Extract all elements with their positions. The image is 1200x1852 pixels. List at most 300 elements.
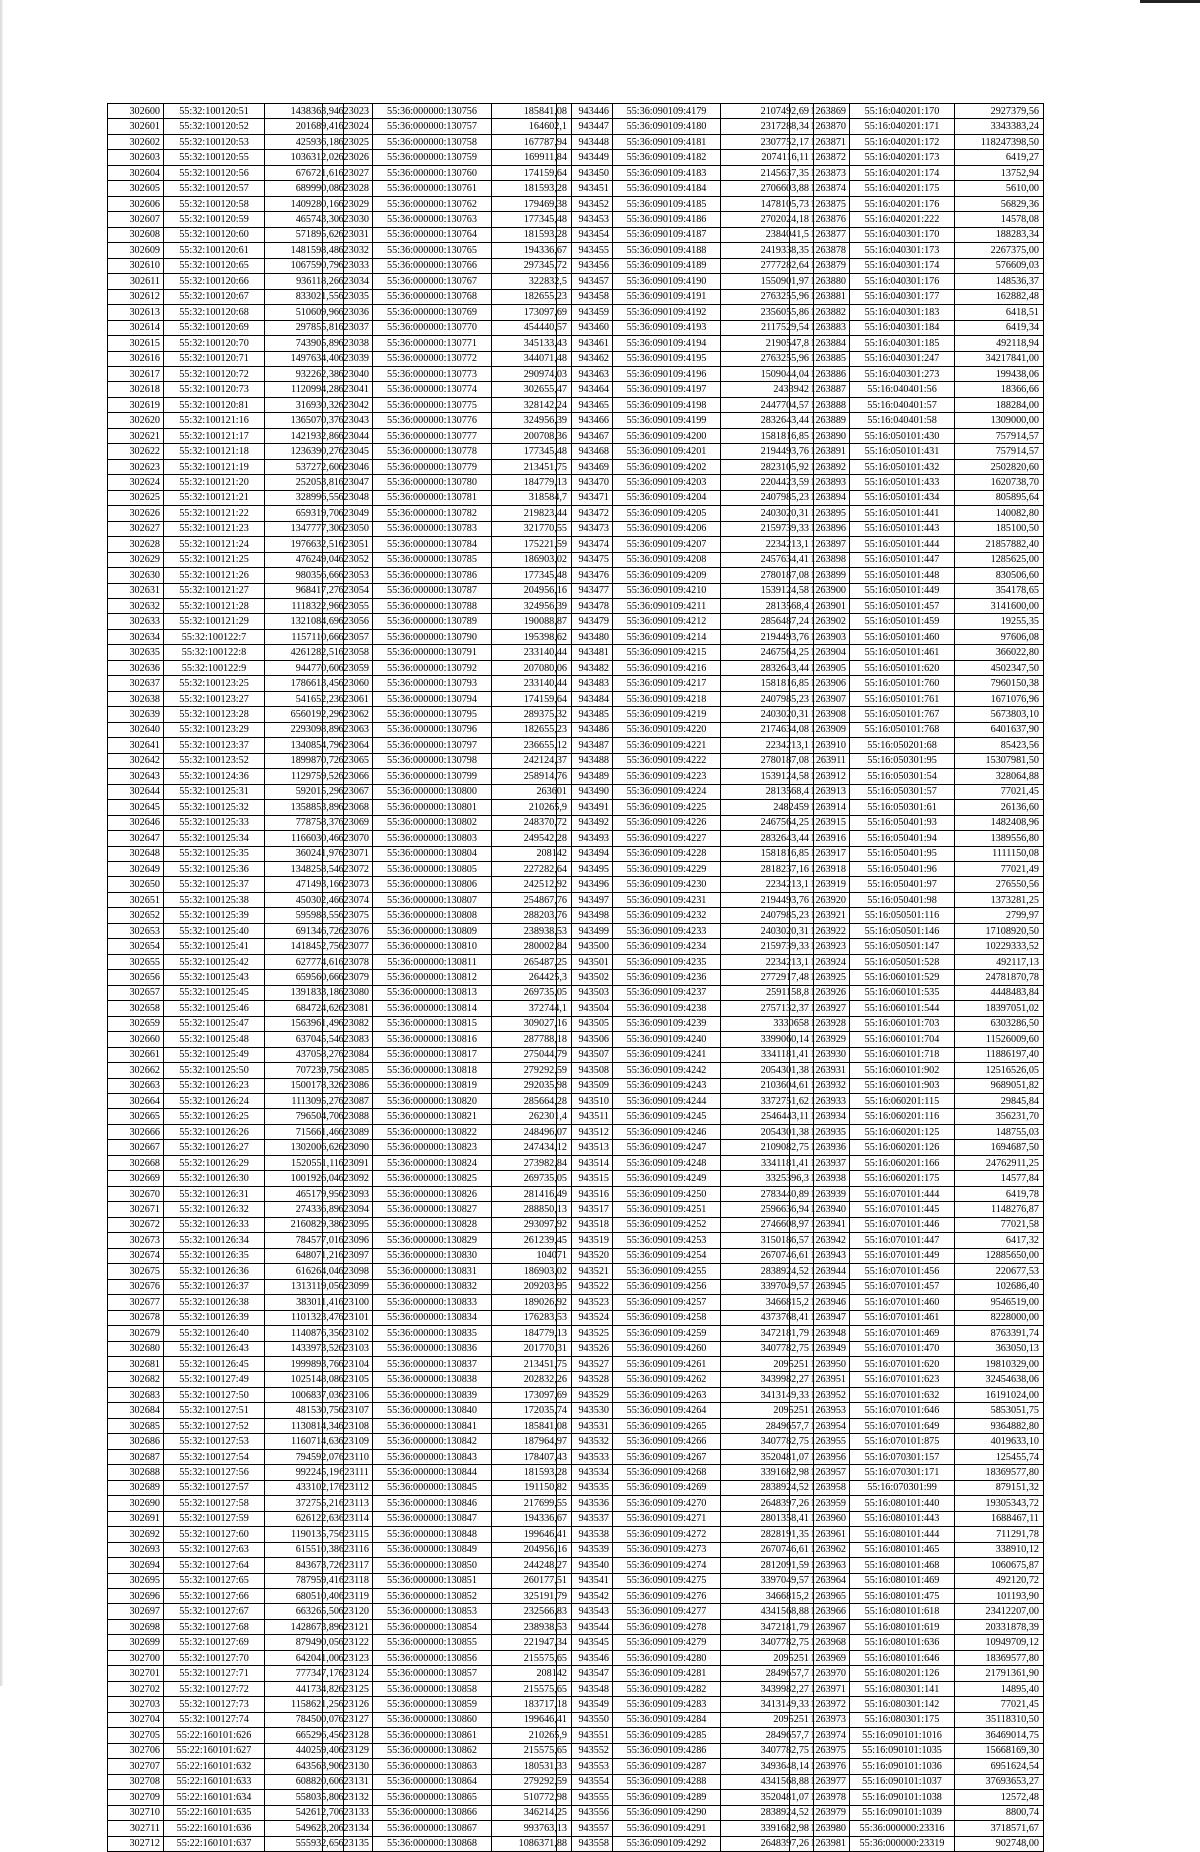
- cadastral-number-cell: 55:16:060201:166: [850, 1155, 955, 1170]
- table-row: [790, 428, 1044, 443]
- row-number-cell: 943490: [557, 784, 613, 799]
- row-number-cell: 943507: [557, 1047, 613, 1062]
- table-row: [108, 537, 344, 552]
- row-number-cell: 623035: [323, 289, 373, 304]
- cadastral-value-cell: 476249,04: [265, 552, 344, 567]
- cadastral-value-cell: 191150,82: [492, 1480, 572, 1495]
- cadastral-number-cell: 55:36:090109:4202: [613, 459, 721, 474]
- cadastral-number-cell: 55:36:090109:4264: [613, 1403, 721, 1418]
- table-row: [557, 568, 814, 583]
- row-number-cell: 302644: [108, 784, 164, 799]
- cadastral-value-cell: 471493,16: [265, 877, 344, 892]
- cadastral-value-cell: 787959,41: [265, 1573, 344, 1588]
- cadastral-number-cell: 55:16:060201:126: [850, 1140, 955, 1155]
- row-number-cell: 943450: [557, 165, 613, 180]
- table-row: [108, 227, 344, 242]
- cadastral-number-cell: 55:32:100120:53: [164, 134, 265, 149]
- cadastral-number-cell: 55:16:050101:761: [850, 691, 955, 706]
- cadastral-value-cell: 10949709,12: [955, 1635, 1044, 1650]
- cadastral-value-cell: 1478105,73: [721, 196, 814, 211]
- row-number-cell: 1263876: [790, 212, 850, 227]
- cadastral-value-cell: 3520481,07: [721, 1449, 814, 1464]
- cadastral-number-cell: 55:16:050101:460: [850, 629, 955, 644]
- table-row: [790, 320, 1044, 335]
- row-number-cell: 623127: [323, 1712, 373, 1727]
- cadastral-number-cell: 55:36:000000:130801: [373, 800, 492, 815]
- cadastral-value-cell: 316930,32: [265, 397, 344, 412]
- cadastral-number-cell: 55:36:090109:4228: [613, 846, 721, 861]
- row-number-cell: 943447: [557, 119, 613, 134]
- row-number-cell: 302620: [108, 413, 164, 428]
- table-row: [323, 366, 572, 381]
- cadastral-number-cell: 55:36:090109:4196: [613, 366, 721, 381]
- row-number-cell: 943485: [557, 707, 613, 722]
- cadastral-value-cell: 1006837,03: [265, 1387, 344, 1402]
- row-number-cell: 943530: [557, 1403, 613, 1418]
- cadastral-number-cell: 55:36:000000:130851: [373, 1573, 492, 1588]
- row-number-cell: 943537: [557, 1511, 613, 1526]
- row-number-cell: 943555: [557, 1790, 613, 1805]
- cadastral-number-cell: 55:32:100125:43: [164, 970, 265, 985]
- cadastral-value-cell: 254867,76: [492, 892, 572, 907]
- table-row: [557, 1078, 814, 1093]
- cadastral-number-cell: 55:16:040301:173: [850, 243, 955, 258]
- cadastral-number-cell: 55:32:100121:24: [164, 537, 265, 552]
- table-row: [790, 815, 1044, 830]
- table-row: [323, 1465, 572, 1480]
- table-row: [790, 258, 1044, 273]
- cadastral-value-cell: 15668169,30: [955, 1743, 1044, 1758]
- cadastral-value-cell: 1482408,96: [955, 815, 1044, 830]
- cadastral-number-cell: 55:36:090109:4286: [613, 1743, 721, 1758]
- cadastral-value-cell: 3150186,57: [721, 1233, 814, 1248]
- cadastral-number-cell: 55:16:050301:57: [850, 784, 955, 799]
- table-row: [323, 382, 572, 397]
- row-number-cell: 623038: [323, 336, 373, 351]
- row-number-cell: 943491: [557, 800, 613, 815]
- cadastral-value-cell: 21857882,40: [955, 537, 1044, 552]
- table-row: [790, 1743, 1044, 1758]
- table-row: [790, 784, 1044, 799]
- row-number-cell: 623036: [323, 305, 373, 320]
- cadastral-value-cell: 2832643,44: [721, 413, 814, 428]
- table-row: [790, 289, 1044, 304]
- row-number-cell: 623077: [323, 939, 373, 954]
- cadastral-value-cell: 208142: [492, 846, 572, 861]
- cadastral-value-cell: 1899870,72: [265, 753, 344, 768]
- cadastral-value-cell: 11886197,40: [955, 1047, 1044, 1062]
- table-row: [108, 676, 344, 691]
- cadastral-number-cell: 55:16:070101:875: [850, 1434, 955, 1449]
- row-number-cell: 1263918: [790, 861, 850, 876]
- table-row: [108, 1310, 344, 1325]
- row-number-cell: 623059: [323, 660, 373, 675]
- row-number-cell: 302663: [108, 1078, 164, 1093]
- row-number-cell: 943494: [557, 846, 613, 861]
- table-row: [323, 274, 572, 289]
- row-number-cell: 943528: [557, 1372, 613, 1387]
- row-number-cell: 623119: [323, 1589, 373, 1604]
- table-row: [323, 1681, 572, 1696]
- table-row: [557, 1264, 814, 1279]
- row-number-cell: 623040: [323, 366, 373, 381]
- cadastral-value-cell: 2403020,31: [721, 923, 814, 938]
- cadastral-value-cell: 1236390,27: [265, 444, 344, 459]
- cadastral-number-cell: 55:16:040201:175: [850, 181, 955, 196]
- table-row: [557, 1310, 814, 1325]
- table-row: [108, 800, 344, 815]
- row-number-cell: 623055: [323, 599, 373, 614]
- cadastral-number-cell: 55:16:070101:649: [850, 1418, 955, 1433]
- cadastral-value-cell: 1418452,75: [265, 939, 344, 954]
- cadastral-value-cell: 1786613,45: [265, 676, 344, 691]
- table-row: [790, 1558, 1044, 1573]
- table-row: [557, 1372, 814, 1387]
- table-row: [323, 1016, 572, 1031]
- cadastral-value-cell: 199646,41: [492, 1527, 572, 1542]
- cadastral-number-cell: 55:36:090109:4218: [613, 691, 721, 706]
- table-row: [108, 1186, 344, 1201]
- cadastral-number-cell: 55:36:090109:4197: [613, 382, 721, 397]
- row-number-cell: 623043: [323, 413, 373, 428]
- cadastral-value-cell: 148755,03: [955, 1124, 1044, 1139]
- cadastral-value-cell: 1581816,85: [721, 846, 814, 861]
- cadastral-value-cell: 1001926,04: [265, 1171, 344, 1186]
- row-number-cell: 623062: [323, 707, 373, 722]
- cadastral-value-cell: 2838924,52: [721, 1805, 814, 1820]
- cadastral-number-cell: 55:36:000000:130856: [373, 1650, 492, 1665]
- row-number-cell: 1263967: [790, 1619, 850, 1634]
- row-number-cell: 1263970: [790, 1666, 850, 1681]
- cadastral-number-cell: 55:36:090109:4214: [613, 629, 721, 644]
- cadastral-value-cell: 247434,12: [492, 1140, 572, 1155]
- cadastral-value-cell: 680510,40: [265, 1589, 344, 1604]
- row-number-cell: 302657: [108, 985, 164, 1000]
- row-number-cell: 623089: [323, 1124, 373, 1139]
- cadastral-number-cell: 55:36:090109:4292: [613, 1836, 721, 1851]
- row-number-cell: 302681: [108, 1356, 164, 1371]
- table-row: [557, 1217, 814, 1232]
- table-row: [790, 1573, 1044, 1588]
- table-row: [790, 243, 1044, 258]
- table-row: [323, 243, 572, 258]
- cadastral-value-cell: 201770,31: [492, 1341, 572, 1356]
- cadastral-number-cell: 55:32:100125:38: [164, 892, 265, 907]
- cadastral-value-cell: 233140,44: [492, 676, 572, 691]
- cadastral-value-cell: 29845,84: [955, 1094, 1044, 1109]
- table-row: [323, 1542, 572, 1557]
- cadastral-number-cell: 55:32:100121:21: [164, 490, 265, 505]
- cadastral-value-cell: 796504,70: [265, 1109, 344, 1124]
- cadastral-number-cell: 55:36:000000:130775: [373, 397, 492, 412]
- table-row: [790, 1480, 1044, 1495]
- row-number-cell: 623072: [323, 861, 373, 876]
- table-row: [323, 923, 572, 938]
- row-number-cell: 302677: [108, 1295, 164, 1310]
- cadastral-number-cell: 55:22:160101:635: [164, 1805, 265, 1820]
- cadastral-number-cell: 55:32:100121:29: [164, 614, 265, 629]
- cadastral-number-cell: 55:36:090109:4221: [613, 738, 721, 753]
- table-row: [557, 1666, 814, 1681]
- cadastral-number-cell: 55:32:100121:25: [164, 552, 265, 567]
- cadastral-value-cell: 19255,35: [955, 614, 1044, 629]
- cadastral-number-cell: 55:36:090109:4179: [613, 104, 721, 119]
- table-row: [790, 645, 1044, 660]
- cadastral-number-cell: 55:36:000000:23316: [850, 1821, 955, 1836]
- row-number-cell: 943495: [557, 861, 613, 876]
- table-row: [790, 351, 1044, 366]
- cadastral-value-cell: 354178,65: [955, 583, 1044, 598]
- table-row: [108, 1836, 344, 1851]
- cadastral-number-cell: 55:32:100126:25: [164, 1109, 265, 1124]
- row-number-cell: 623033: [323, 258, 373, 273]
- table-row: [323, 1094, 572, 1109]
- cadastral-value-cell: 1620738,70: [955, 475, 1044, 490]
- table-row: [557, 1248, 814, 1263]
- cadastral-number-cell: 55:32:100125:39: [164, 908, 265, 923]
- cadastral-number-cell: 55:36:090109:4243: [613, 1078, 721, 1093]
- row-number-cell: 1263980: [790, 1821, 850, 1836]
- cadastral-number-cell: 55:36:090109:4249: [613, 1171, 721, 1186]
- cadastral-value-cell: 210265,9: [492, 800, 572, 815]
- cadastral-number-cell: 55:32:100127:58: [164, 1496, 265, 1511]
- cadastral-value-cell: 2849657,7: [721, 1728, 814, 1743]
- register-table-3: [556, 103, 814, 1852]
- table-row: [323, 537, 572, 552]
- cadastral-value-cell: 8228000,00: [955, 1310, 1044, 1325]
- cadastral-number-cell: 55:36:000000:130781: [373, 490, 492, 505]
- cadastral-value-cell: 18369577,80: [955, 1465, 1044, 1480]
- table-row: [323, 738, 572, 753]
- cadastral-number-cell: 55:36:090109:4231: [613, 892, 721, 907]
- cadastral-value-cell: 549623,20: [265, 1821, 344, 1836]
- table-row: [557, 336, 814, 351]
- row-number-cell: 302659: [108, 1016, 164, 1031]
- cadastral-value-cell: 2763255,96: [721, 351, 814, 366]
- row-number-cell: 943464: [557, 382, 613, 397]
- cadastral-number-cell: 55:16:050101:461: [850, 645, 955, 660]
- row-number-cell: 1263899: [790, 568, 850, 583]
- corner-mark: [1140, 0, 1200, 3]
- cadastral-value-cell: 77021,45: [955, 1697, 1044, 1712]
- table-row: [108, 336, 344, 351]
- cadastral-number-cell: 55:22:160101:634: [164, 1790, 265, 1805]
- table-row: [790, 274, 1044, 289]
- row-number-cell: 302705: [108, 1728, 164, 1743]
- row-number-cell: 623130: [323, 1759, 373, 1774]
- row-number-cell: 623054: [323, 583, 373, 598]
- row-number-cell: 623084: [323, 1047, 373, 1062]
- row-number-cell: 302600: [108, 104, 164, 119]
- cadastral-number-cell: 55:36:000000:130835: [373, 1326, 492, 1341]
- row-number-cell: 943515: [557, 1171, 613, 1186]
- row-number-cell: 1263877: [790, 227, 850, 242]
- table-row: [323, 861, 572, 876]
- row-number-cell: 943556: [557, 1805, 613, 1820]
- table-row: [323, 1356, 572, 1371]
- cadastral-value-cell: 281416,49: [492, 1186, 572, 1201]
- row-number-cell: 1263889: [790, 413, 850, 428]
- cadastral-number-cell: 55:36:090109:4269: [613, 1480, 721, 1495]
- table-row: [557, 1635, 814, 1650]
- cadastral-value-cell: 777347,17: [265, 1666, 344, 1681]
- row-number-cell: 1263888: [790, 397, 850, 412]
- cadastral-number-cell: 55:36:000000:130809: [373, 923, 492, 938]
- table-row: [557, 1604, 814, 1619]
- table-row: [323, 568, 572, 583]
- row-number-cell: 302601: [108, 119, 164, 134]
- table-row: [108, 521, 344, 536]
- cadastral-value-cell: 3407782,75: [721, 1434, 814, 1449]
- cadastral-number-cell: 55:32:100125:48: [164, 1032, 265, 1047]
- cadastral-value-cell: 2838924,52: [721, 1264, 814, 1279]
- cadastral-value-cell: 6951624,54: [955, 1759, 1044, 1774]
- cadastral-number-cell: 55:36:090109:4205: [613, 506, 721, 521]
- cadastral-value-cell: 6401637,90: [955, 722, 1044, 737]
- cadastral-number-cell: 55:32:100125:47: [164, 1016, 265, 1031]
- cadastral-value-cell: 13752,94: [955, 165, 1044, 180]
- cadastral-number-cell: 55:32:100126:38: [164, 1295, 265, 1310]
- register-table-4: [789, 103, 1044, 1852]
- cadastral-value-cell: 173097,69: [492, 1387, 572, 1402]
- cadastral-value-cell: 2433942: [721, 382, 814, 397]
- table-row: [790, 1279, 1044, 1294]
- table-row: [108, 258, 344, 273]
- row-number-cell: 943542: [557, 1589, 613, 1604]
- cadastral-value-cell: 2746608,97: [721, 1217, 814, 1232]
- table-row: [323, 1790, 572, 1805]
- row-number-cell: 302634: [108, 629, 164, 644]
- cadastral-value-cell: 1118322,96: [265, 599, 344, 614]
- cadastral-value-cell: 2482459: [721, 800, 814, 815]
- row-number-cell: 302651: [108, 892, 164, 907]
- cadastral-number-cell: 55:16:050101:448: [850, 568, 955, 583]
- cadastral-number-cell: 55:36:000000:130795: [373, 707, 492, 722]
- cadastral-number-cell: 55:36:090109:4266: [613, 1434, 721, 1449]
- cadastral-number-cell: 55:36:000000:130765: [373, 243, 492, 258]
- table-row: [323, 769, 572, 784]
- cadastral-value-cell: 2403020,31: [721, 506, 814, 521]
- row-number-cell: 1263962: [790, 1542, 850, 1557]
- row-number-cell: 1263910: [790, 738, 850, 753]
- table-row: [790, 1511, 1044, 1526]
- table-row: [108, 320, 344, 335]
- cadastral-number-cell: 55:36:090109:4241: [613, 1047, 721, 1062]
- table-row: [323, 305, 572, 320]
- row-number-cell: 302673: [108, 1233, 164, 1248]
- cadastral-number-cell: 55:32:100120:57: [164, 181, 265, 196]
- cadastral-value-cell: 2267375,00: [955, 243, 1044, 258]
- cadastral-value-cell: 454440,57: [492, 320, 572, 335]
- row-number-cell: 623132: [323, 1790, 373, 1805]
- cadastral-value-cell: 213451,75: [492, 1356, 572, 1371]
- row-number-cell: 943488: [557, 753, 613, 768]
- cadastral-number-cell: 55:16:040301:185: [850, 336, 955, 351]
- row-number-cell: 943510: [557, 1094, 613, 1109]
- cadastral-value-cell: 3407782,75: [721, 1341, 814, 1356]
- row-number-cell: 943511: [557, 1109, 613, 1124]
- table-row: [108, 181, 344, 196]
- table-row: [790, 892, 1044, 907]
- cadastral-value-cell: 1130814,34: [265, 1418, 344, 1433]
- cadastral-value-cell: 20331878,39: [955, 1619, 1044, 1634]
- row-number-cell: 943473: [557, 521, 613, 536]
- row-number-cell: 623093: [323, 1186, 373, 1201]
- table-row: [323, 1635, 572, 1650]
- cadastral-number-cell: 55:32:100125:33: [164, 815, 265, 830]
- table-row: [790, 1403, 1044, 1418]
- row-number-cell: 1263886: [790, 366, 850, 381]
- cadastral-number-cell: 55:36:090109:4208: [613, 552, 721, 567]
- cadastral-number-cell: 55:36:090109:4217: [613, 676, 721, 691]
- table-row: [108, 1650, 344, 1665]
- table-row: [790, 1449, 1044, 1464]
- cadastral-number-cell: 55:36:000000:130789: [373, 614, 492, 629]
- table-row: [323, 1480, 572, 1495]
- cadastral-number-cell: 55:36:000000:130819: [373, 1078, 492, 1093]
- row-number-cell: 943522: [557, 1279, 613, 1294]
- cadastral-number-cell: 55:36:000000:130772: [373, 351, 492, 366]
- row-number-cell: 943540: [557, 1558, 613, 1573]
- row-number-cell: 1263945: [790, 1279, 850, 1294]
- table-row: [323, 1434, 572, 1449]
- row-number-cell: 623080: [323, 985, 373, 1000]
- cadastral-number-cell: 55:16:050301:95: [850, 753, 955, 768]
- cadastral-number-cell: 55:36:090109:4185: [613, 196, 721, 211]
- row-number-cell: 1263954: [790, 1418, 850, 1433]
- cadastral-number-cell: 55:36:000000:130847: [373, 1511, 492, 1526]
- cadastral-value-cell: 2706603,88: [721, 181, 814, 196]
- cadastral-value-cell: 510772,98: [492, 1790, 572, 1805]
- table-row: [557, 970, 814, 985]
- cadastral-number-cell: 55:36:090109:4229: [613, 861, 721, 876]
- row-number-cell: 943536: [557, 1496, 613, 1511]
- cadastral-number-cell: 55:36:000000:130864: [373, 1774, 492, 1789]
- table-row: [790, 923, 1044, 938]
- cadastral-number-cell: 55:36:090109:4226: [613, 815, 721, 830]
- cadastral-value-cell: 711291,78: [955, 1527, 1044, 1542]
- cadastral-number-cell: 55:36:000000:130825: [373, 1171, 492, 1186]
- cadastral-number-cell: 55:36:090109:4201: [613, 444, 721, 459]
- table-row: [323, 877, 572, 892]
- row-number-cell: 302643: [108, 769, 164, 784]
- row-number-cell: 623116: [323, 1542, 373, 1557]
- row-number-cell: 302610: [108, 258, 164, 273]
- row-number-cell: 1263950: [790, 1356, 850, 1371]
- table-row: [790, 970, 1044, 985]
- cadastral-value-cell: 37693653,27: [955, 1774, 1044, 1789]
- table-row: [323, 1155, 572, 1170]
- register-table-1: [107, 103, 344, 1852]
- table-row: [790, 1094, 1044, 1109]
- cadastral-value-cell: 18366,66: [955, 382, 1044, 397]
- table-row: [323, 815, 572, 830]
- cadastral-value-cell: 433102,17: [265, 1480, 344, 1495]
- table-row: [323, 1496, 572, 1511]
- row-number-cell: 943513: [557, 1140, 613, 1155]
- cadastral-number-cell: 55:16:050101:620: [850, 660, 955, 675]
- cadastral-number-cell: 55:16:060101:535: [850, 985, 955, 1000]
- cadastral-number-cell: 55:36:000000:130780: [373, 475, 492, 490]
- cadastral-value-cell: 2467564,25: [721, 645, 814, 660]
- row-number-cell: 1263890: [790, 428, 850, 443]
- table-row: [790, 134, 1044, 149]
- table-row: [557, 1016, 814, 1031]
- cadastral-value-cell: 2307752,17: [721, 134, 814, 149]
- cadastral-number-cell: 55:16:070101:444: [850, 1186, 955, 1201]
- cadastral-value-cell: 1348258,54: [265, 861, 344, 876]
- cadastral-value-cell: 3413149,33: [721, 1697, 814, 1712]
